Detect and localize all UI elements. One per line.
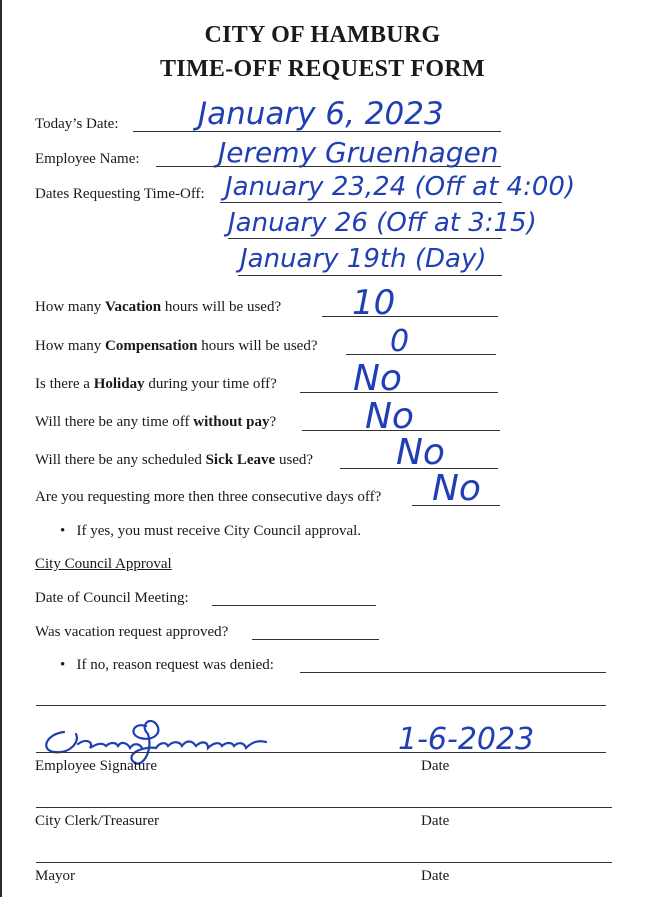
todays-date-value: January 6, 2023 <box>198 96 444 132</box>
mayor-date-label: Date <box>421 868 450 884</box>
council-meeting-line[interactable] <box>212 605 376 606</box>
date-request-3: January 19th (Day) <box>240 244 487 274</box>
form-title: TIME-OFF REQUEST FORM <box>160 56 485 82</box>
todays-date-label: Today’s Date: <box>35 116 119 132</box>
mayor-label: Mayor <box>35 868 75 884</box>
dates-line-1[interactable] <box>220 202 502 203</box>
sick-leave-question: Will there be any scheduled Sick Leave used? <box>35 452 314 468</box>
vacation-question: How many Vacation hours will be used? <box>35 299 282 315</box>
without-pay-answer: No <box>365 396 414 437</box>
compensation-line[interactable] <box>346 354 496 355</box>
employee-name-label: Employee Name: <box>35 151 140 167</box>
clerk-date-label: Date <box>421 813 450 829</box>
vacation-line[interactable] <box>322 316 498 317</box>
without-pay-question: Will there be any time off without pay? <box>35 414 277 430</box>
employee-name-value: Jeremy Gruenhagen <box>218 136 499 169</box>
dates-requesting-label: Dates Requesting Time-Off: <box>35 186 205 202</box>
sick-leave-answer: No <box>396 432 445 473</box>
council-meeting-label: Date of Council Meeting: <box>35 590 189 606</box>
clerk-label: City Clerk/Treasurer <box>35 813 160 829</box>
approved-label: Was vacation request approved? <box>35 624 229 640</box>
denied-line-2[interactable] <box>36 705 606 706</box>
page-left-edge <box>0 0 2 897</box>
date-request-2: January 26 (Off at 3:15) <box>228 208 537 238</box>
employee-date-value: 1-6-2023 <box>398 722 535 757</box>
denied-label: • If no, reason request was denied: <box>60 657 274 673</box>
consecutive-question: Are you requesting more then three consecutive days off? <box>35 489 382 505</box>
dates-line-3[interactable] <box>238 275 502 276</box>
dates-line-2[interactable] <box>228 238 502 239</box>
council-heading: City Council Approval <box>35 556 172 572</box>
mayor-signature-line[interactable] <box>36 862 612 863</box>
city-title: CITY OF HAMBURG <box>204 22 441 48</box>
compensation-answer: 0 <box>390 324 410 359</box>
employee-date-label: Date <box>421 758 450 774</box>
compensation-question: How many Compensation hours will be used? <box>35 338 318 354</box>
approved-line[interactable] <box>252 639 379 640</box>
denied-line[interactable] <box>300 672 606 673</box>
consecutive-answer: No <box>432 468 481 509</box>
vacation-answer: 10 <box>352 283 396 323</box>
employee-signature-label: Employee Signature <box>35 758 158 774</box>
approval-note: • If yes, you must receive City Council approval. <box>60 523 362 539</box>
date-request-1: January 23,24 (Off at 4:00) <box>225 172 576 202</box>
holiday-answer: No <box>353 358 402 399</box>
holiday-question: Is there a Holiday during your time off? <box>35 376 277 392</box>
clerk-signature-line[interactable] <box>36 807 612 808</box>
